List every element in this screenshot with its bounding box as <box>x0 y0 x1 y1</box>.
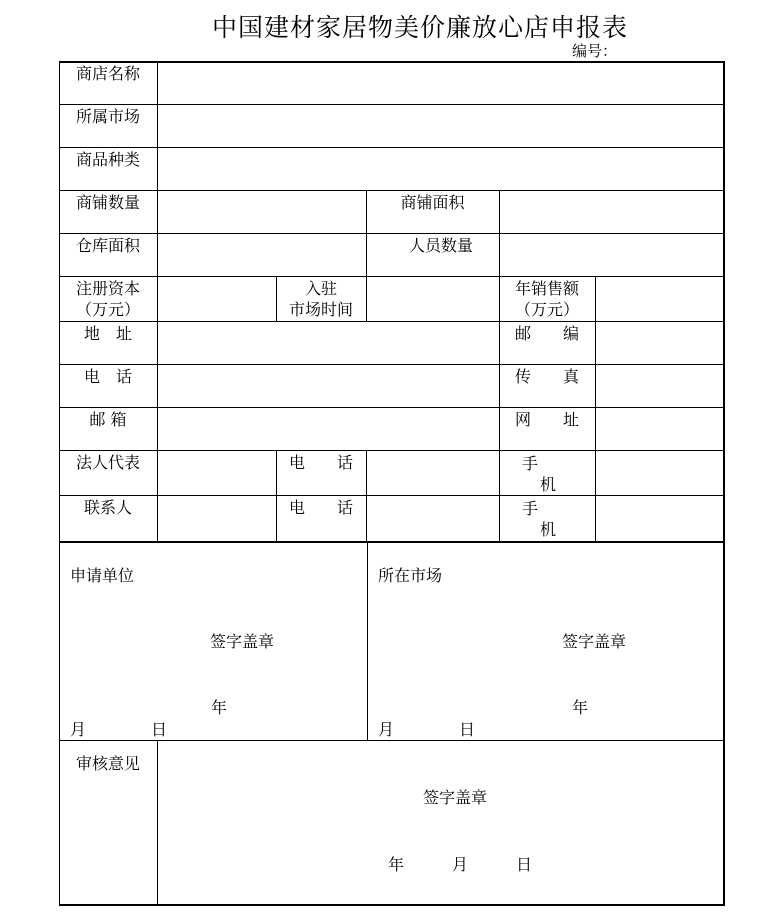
label-category: 商品种类 <box>75 150 140 169</box>
label-legal-mobile-2: 机 <box>540 475 557 494</box>
table-line <box>157 61 158 542</box>
label-email: 邮 箱 <box>89 410 127 429</box>
label-contact-mobile-2: 机 <box>540 520 557 539</box>
market-month: 月 <box>378 720 395 739</box>
form-title: 中国建材家居物美价廉放心店申报表 <box>211 13 628 42</box>
table-line <box>366 276 367 321</box>
table-line <box>157 740 158 905</box>
table-line <box>366 450 367 541</box>
label-registered-capital: 注册资本 <box>75 279 140 298</box>
table-line <box>59 541 725 543</box>
label-shop-area: 商铺面积 <box>400 193 465 212</box>
table-line <box>59 276 725 277</box>
label-annual-sales: 年销售额 <box>514 279 579 298</box>
label-warehouse-area: 仓库面积 <box>75 236 140 255</box>
label-registered-capital-unit: （万元） <box>75 300 140 319</box>
label-website: 网 址 <box>514 410 579 429</box>
label-entry-time: 入驻 <box>304 279 337 298</box>
table-line <box>59 104 725 105</box>
label-address: 地 址 <box>83 324 132 343</box>
label-legal-representative: 法人代表 <box>75 453 140 472</box>
label-contact-mobile: 手 <box>522 499 539 518</box>
table-line <box>59 321 725 322</box>
applicant-day: 日 <box>151 720 168 739</box>
label-phone: 电 话 <box>83 367 132 386</box>
label-market: 所属市场 <box>75 107 140 126</box>
label-contact-phone: 电 话 <box>288 498 353 517</box>
table-line <box>59 407 725 408</box>
label-annual-sales-unit: （万元） <box>514 300 579 319</box>
table-line <box>595 276 596 541</box>
table-line <box>59 147 725 148</box>
table-line <box>59 450 725 451</box>
label-entry-time-2: 市场时间 <box>288 300 353 319</box>
label-review-opinion: 审核意见 <box>75 754 140 773</box>
table-line <box>59 904 725 906</box>
label-shop-name: 商店名称 <box>75 64 140 83</box>
market-day: 日 <box>459 720 476 739</box>
applicant-year: 年 <box>211 698 228 717</box>
label-legal-phone: 电 话 <box>288 453 353 472</box>
label-postcode: 邮 编 <box>514 324 579 343</box>
table-line <box>367 541 368 741</box>
table-line <box>59 233 725 234</box>
table-line <box>59 61 60 906</box>
applicant-month: 月 <box>70 720 87 739</box>
table-line <box>59 364 725 365</box>
table-line <box>723 61 725 906</box>
review-sign-stamp: 签字盖章 <box>423 788 488 807</box>
label-shop-count: 商铺数量 <box>75 193 140 212</box>
label-contact-person: 联系人 <box>83 498 132 517</box>
label-market-unit: 所在市场 <box>378 566 443 585</box>
table-line <box>59 740 725 741</box>
table-line <box>59 61 725 63</box>
table-line <box>59 190 725 191</box>
serial-number-label: 编号： <box>572 42 618 60</box>
label-applicant-unit: 申请单位 <box>70 566 135 585</box>
label-fax: 传 真 <box>514 367 579 386</box>
market-year: 年 <box>572 698 589 717</box>
table-line <box>59 495 725 496</box>
market-sign-stamp: 签字盖章 <box>562 632 627 651</box>
review-date: 年 月 日 <box>388 855 533 874</box>
label-staff-count: 人员数量 <box>408 236 473 255</box>
label-legal-mobile: 手 <box>522 454 539 473</box>
applicant-sign-stamp: 签字盖章 <box>210 632 275 651</box>
